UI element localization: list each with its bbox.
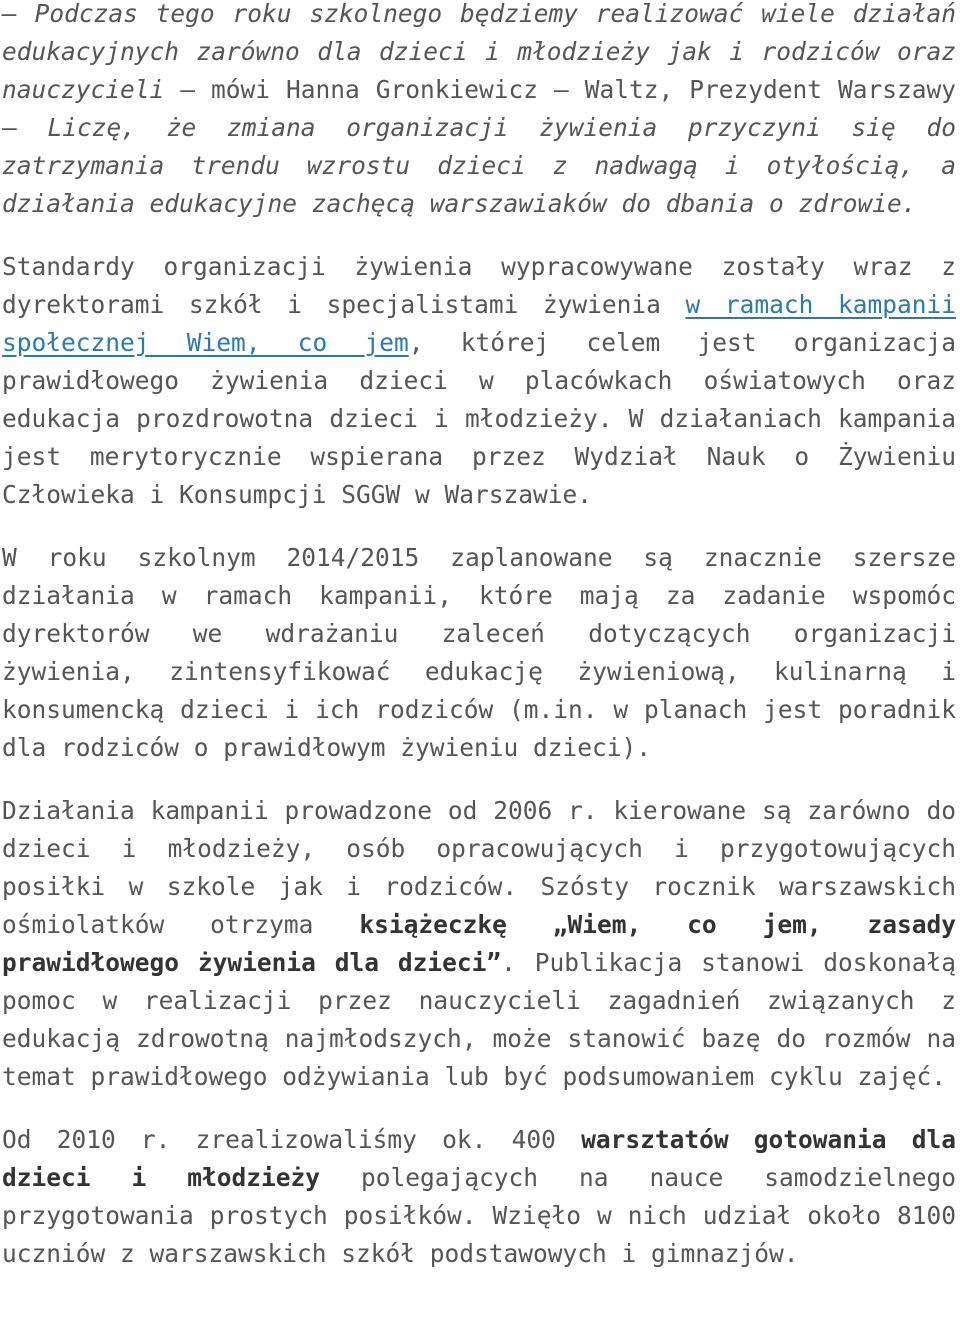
- paragraph-school-year: [2, 539, 956, 767]
- booklet-title: książeczkę „Wiem, co jem, zasady prawidłowego żywienia dla dzieci”: [2, 910, 956, 977]
- quote-part-1: – Podczas tego roku szkolnego będziemy realizować wiele działań edukacyjnych zarówno dla dzieci i młodzieży jak i rodziców oraz nauczycieli: [2, 0, 956, 104]
- campaign-actions-text-end: . Publikacja stanowi doskonałą pomoc w realizacji przez nauczycieli zagadnień związanych z edukacją zdrowotną najmłodszych, może stanowić bazę do rozmów na temat prawidłowego odżywiania lub być podsumowaniem cyklu zajęć.: [2, 948, 956, 1091]
- paragraph-quote: [2, 0, 956, 223]
- workshops-highlight: warsztatów gotowania dla dzieci i młodzieży: [2, 1125, 956, 1192]
- workshops-text-end: polegających na nauce samodzielnego przygotowania prostych posiłków. Wzięło w nich udział około 8100 uczniów z warszawskich szkół podstawowych i gimnazjów.: [2, 1163, 956, 1268]
- workshops-text-start: Od 2010 r. zrealizowaliśmy ok. 400: [2, 1125, 582, 1154]
- campaign-actions-text-start: Działania kampanii prowadzone od 2006 r. kierowane są zarówno do dzieci i młodzieży, osób opracowujących i przygotowujących posiłki w szkole jak i rodziców. Szósty rocznik warszawskich ośmiolatków otrzyma: [2, 796, 956, 939]
- campaign-link[interactable]: w ramach kampanii społecznej Wiem, co jem: [2, 290, 956, 357]
- quote-attribution: – mówi Hanna Gronkiewicz – Waltz, Prezydent Warszawy –: [2, 75, 956, 142]
- standards-text-end: , której celem jest organizacja prawidłowego żywienia dzieci w placówkach oświatowych oraz edukacja prozdrowotna dzieci i młodzieży. W działaniach kampania jest merytorycznie wspierana przez Wydział Nauk o Żywieniu Człowieka i Konsumpcji SGGW w Warszawie.: [2, 328, 956, 509]
- paragraph-campaign-actions: [2, 792, 956, 1096]
- paragraph-standards: [2, 248, 956, 514]
- standards-text-start: Standardy organizacji żywienia wypracowywane zostały wraz z dyrektorami szkół i specjalistami żywienia: [2, 252, 956, 319]
- school-year-text: W roku szkolnym 2014/2015 zaplanowane są znacznie szersze działania w ramach kampanii, które mają za zadanie wspomóc dyrektorów we wdrażaniu zaleceń dotyczących organizacji żywienia, zintensyfikować edukację żywieniową, kulinarną i konsumencką dzieci i ich rodziców (m.in. w planach jest poradnik dla rodziców o prawidłowym żywieniu dzieci).: [2, 543, 956, 762]
- paragraph-workshops: [2, 1121, 956, 1273]
- quote-part-2: Liczę, że zmiana organizacji żywienia przyczyni się do zatrzymania trendu wzrostu dzieci z nadwagą i otyłością, a działania edukacyjne zachęcą warszawiaków do dbania o zdrowie.: [2, 113, 956, 218]
